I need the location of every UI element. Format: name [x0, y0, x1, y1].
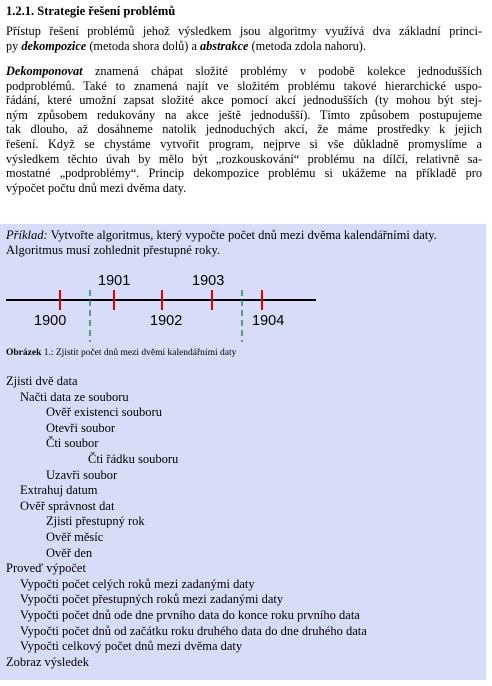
paragraph-line	[6, 137, 482, 152]
text-run: výsledkem těchto úvah by mělo být „rozkouskování“ problému na dílčí, relativně sa-	[6, 151, 482, 166]
year-label-top-2: 1903	[192, 273, 225, 289]
tree-node-level-1: Vypočti počet přestupných roků mezi zadanými daty	[20, 592, 284, 607]
text-run: řešení. Když se chystáme vytvořit program, nejprve si vše důkladně promyslíme a	[6, 136, 482, 151]
text-run: (metoda zdola nahoru).	[248, 38, 366, 53]
tree-node-level-1: Vypočti počet celých roků mezi zadanými daty	[20, 576, 255, 591]
example-text	[6, 228, 482, 258]
paragraph-line	[6, 79, 482, 94]
text-run: mostatné „podproblémy“. Princip dekompozice problému si ukážeme na příkladě pro	[6, 166, 482, 181]
emphasized-term: abstrakce	[199, 38, 249, 53]
year-label-bottom-3: 1904	[252, 313, 285, 329]
text-run: (metoda shora dolů) a	[86, 38, 200, 53]
tree-node-level-1: Extrahuj datum	[20, 483, 98, 498]
tree-node-level-2: Uzavři soubor	[46, 467, 118, 482]
paragraph-line	[6, 181, 482, 196]
tree-node-level-2: Zjisti přestupný rok	[46, 514, 145, 529]
paragraph-line	[6, 122, 482, 137]
decomposition-paragraph	[6, 64, 482, 195]
tree-node-level-1: Vypočti celkový počet dnů mezi dvěma daty	[20, 639, 243, 654]
text-run: výpočet počtu dnů mezi dvěma daty.	[6, 180, 187, 195]
text-run: py	[6, 38, 22, 53]
tree-node-level-2: Čti soubor	[46, 436, 99, 451]
figure-caption	[6, 348, 236, 358]
tree-node-level-1: Načti data ze souboru	[20, 389, 129, 404]
section-heading: 1.2.1. Strategie řešení problémů	[6, 4, 176, 18]
text-run: řádání, které umožní zapsat složité akce pomocí akcí jednodušších (ty mohou být stej-	[6, 93, 482, 108]
tree-node-level-2: Ověř měsíc	[46, 530, 104, 544]
paragraph-line	[6, 93, 482, 108]
timeline-svg	[0, 268, 330, 348]
emphasized-term: dekompozice	[21, 38, 87, 53]
tree-node-level-1: Vypočti počet dnů ode dne prvního data do konce roku prvního data	[20, 608, 360, 622]
text-run: tak dlouho, až dosáhneme natolik jednoduchých akcí, že máme prostředky k jejich	[6, 122, 482, 137]
emphasized-term: Dekomponovat	[6, 64, 83, 78]
tree-node-level-2: Ověř existenci souboru	[46, 405, 162, 420]
tree-node-level-3: Čti řádku souboru	[88, 452, 179, 466]
paragraph-line	[6, 24, 482, 39]
paragraph-line	[6, 152, 482, 167]
caption-text: 1.: Zjistit počet dnů mezi dvěmi kalendářními daty	[41, 348, 237, 358]
year-label-top-1: 1901	[98, 273, 131, 289]
text-run: ným způsobem redukovány na akce ještě jednodušší). Tímto způsobem postupujeme	[6, 107, 482, 122]
example-line1: Vytvořte algoritmus, který vypočte počet dnů mezi dvěma kalendářními daty.	[47, 228, 437, 242]
text-run: znamená chápat složité problémy v podobě kolekce jednodušších	[82, 64, 482, 78]
intro-paragraph	[6, 24, 482, 53]
tree-node-level-1: Ověř správnost dat	[20, 498, 115, 513]
tree-node-level-2: Otevři soubor	[46, 420, 116, 435]
example-label: Příklad:	[6, 228, 48, 242]
paragraph-line	[6, 64, 482, 79]
paragraph-line	[6, 108, 482, 123]
tree-node-level-0: Zjisti dvě data	[6, 374, 78, 388]
text-run: podproblémů. Také to znamená najít ve složitém problému takové hierarchické uspo-	[6, 78, 482, 93]
paragraph-line	[6, 166, 482, 181]
tree-node-level-1: Vypočti počet dnů od začátku roku druhého data do dne druhého data	[20, 623, 367, 638]
year-label-bottom-2: 1902	[150, 313, 183, 329]
caption-label: Obrázek	[6, 348, 42, 358]
text-run: Přístup řešení problémů jehož výsledkem jsou algoritmy využívá dva základní princi-	[6, 24, 482, 38]
tree-node-level-0: Zobraz výsledek	[6, 654, 89, 669]
tree-node-level-0: Proveď výpočet	[6, 561, 86, 576]
tree-node-level-2: Ověř den	[46, 545, 93, 560]
year-label-bottom-1: 1900	[34, 313, 67, 329]
paragraph-line	[6, 39, 482, 54]
example-line2: Algoritmus musí zohlednit přestupné roky.	[6, 243, 221, 257]
